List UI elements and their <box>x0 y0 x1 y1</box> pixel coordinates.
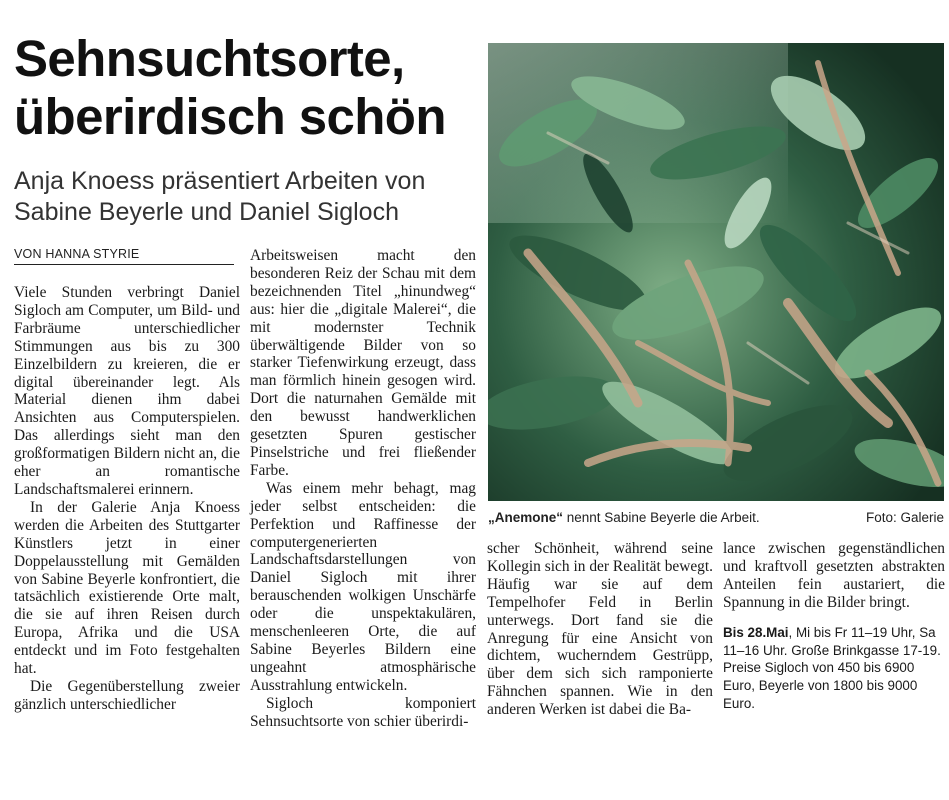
headline-line-1: Sehnsuchtsorte, <box>14 30 405 87</box>
paragraph: Arbeitsweisen macht den besonderen Reiz der Schau mit dem bezeichnenden Titel „hinundweg“ aus: hier die „digitale Malerei“, die mit modernster Technik überwältigende Bilder von so starker Tiefenwirkung erzeugt, dass man förmlich hinein gesogen wird. Dort die naturnahen Gemälde mit den bewusst handwerklichen gesetzten Spuren gestischer Pinselstriche und frei fließender Farbe. <box>250 247 476 479</box>
caption-text: nennt Sabine Beyerle die Arbeit. <box>563 510 760 525</box>
anemone-painting-image <box>488 43 944 501</box>
paragraph: Die Gegenüberstellung zweier gänzlich unterschiedlicher <box>14 677 240 713</box>
exhibition-info <box>723 624 945 714</box>
headline <box>14 30 484 146</box>
artwork-photo <box>488 43 944 501</box>
photo-credit: Foto: Galerie <box>865 510 944 525</box>
headline-line-2: überirdisch schön <box>14 88 446 145</box>
photo-caption <box>488 510 944 525</box>
subheadline <box>14 166 484 228</box>
exhibition-date: Bis 28.Mai <box>723 624 789 640</box>
subheadline-line-1: Anja Knoess präsentiert Arbeiten von <box>14 167 426 195</box>
article-column-2 <box>250 247 476 730</box>
article-column-3 <box>487 540 713 719</box>
paragraph: In der Galerie Anja Knoess werden die Arbeiten des Stuttgarter Künstlers jetzt in einer Doppelausstellung mit Gemälden von Sabine Beyerle konfrontiert, die tatsächlich existierende Orte malt, die sie auf ihren Reisen durch Europa, Afrika und die USA entdeckt und im Foto festgehalten hat. <box>14 498 240 678</box>
paragraph: Was einem mehr behagt, mag jeder selbst entscheiden: die Perfektion und Raffinesse der computergenerierten Landschaftsdarstellungen von Daniel Sigloch mit ihrer berauschenden wolkigen Unschärfe oder die unspektakulären, menschenleeren Orte, die auf Sabine Beyerles Bildern eine ungeahnt atmosphärische Ausstrahlung entwickeln. <box>250 479 476 694</box>
subheadline-line-2: Sabine Beyerle und Daniel Sigloch <box>14 198 399 226</box>
paragraph: lance zwischen gegenständlichen und kraftvoll gesetzten abstrakten Anteilen fein austariert, die Spannung in die Bilder bringt. <box>723 540 945 611</box>
paragraph: Sigloch komponiert Sehnsuchtsorte von schier überirdi- <box>250 694 476 730</box>
exhibition-details: , Mi bis Fr 11–19 Uhr, Sa 11–16 Uhr. Große Brinkgasse 17-19. Preise Sigloch von 450 bis 6900 Euro, Beyerle von 1800 bis 9000 Euro. <box>723 624 941 712</box>
caption-artwork-title: „Anemone“ <box>488 510 564 525</box>
article-column-4 <box>723 540 945 713</box>
article-column-1 <box>14 284 240 714</box>
byline: VON HANNA STYRIE <box>14 247 234 265</box>
paragraph: Viele Stunden verbringt Daniel Sigloch am Computer, um Bild- und Farbräume unterschiedlicher Stimmungen aus bis zu 300 Einzelbildern zu kreieren, die er digital übereinander legt. Als Material dienen ihm dabei Ansichten aus Computerspielen. Das allerdings sieht man den großformatigen Bildern nicht an, die eher an romantische Landschaftsmalerei erinnern. <box>14 284 240 498</box>
paragraph: scher Schönheit, während seine Kollegin sich in der Realität bewegt. Häufig war sie auf dem Tempelhofer Feld in Berlin unterwegs. Dort fand sie die Anregung für eine Ansicht von dichtem, wucherndem Gestrüpp, über dem sich sich ramponierte Fähnchen spannen. Wie in den anderen Werken ist dabei die Ba- <box>487 540 713 719</box>
